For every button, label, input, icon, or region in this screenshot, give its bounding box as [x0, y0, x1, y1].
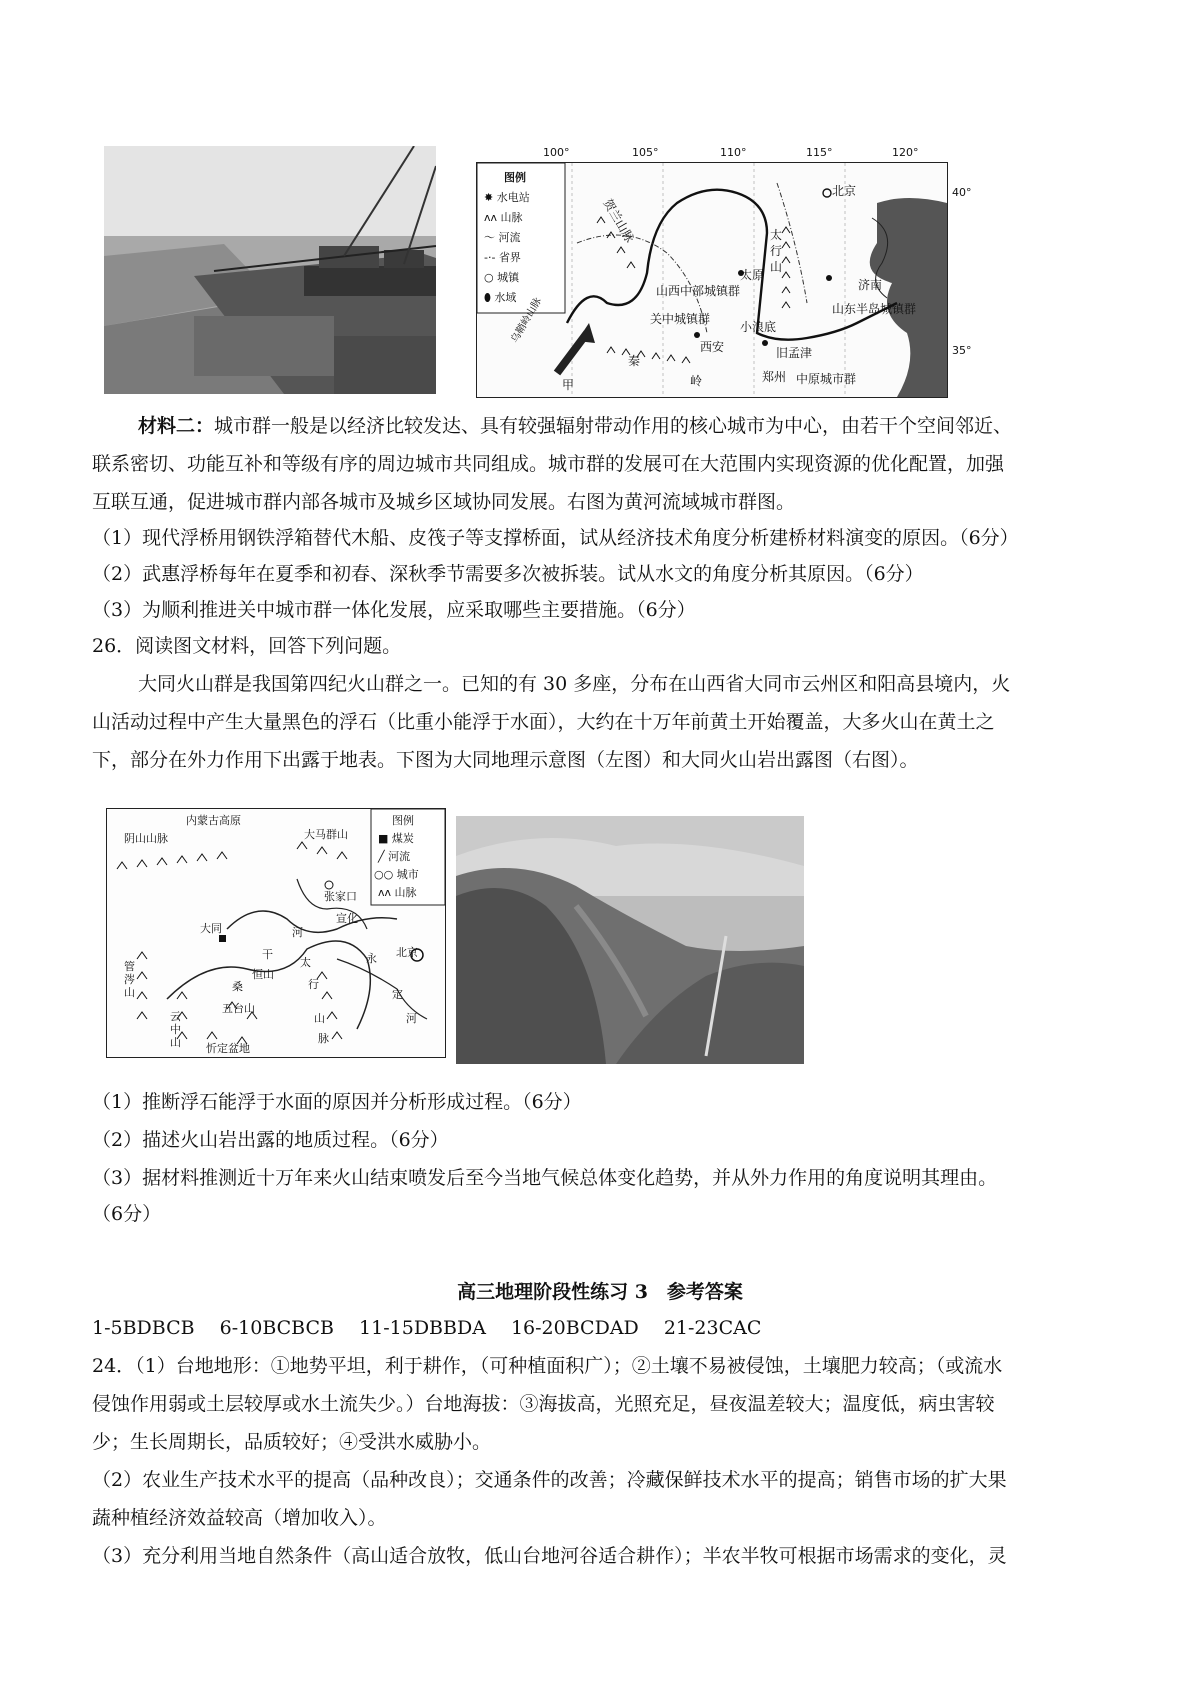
datong-zhangjiakou: 张家口 [324, 890, 357, 903]
material2-label: 材料二： [138, 415, 215, 437]
photo-volcanic-rock-outcrop-icon [456, 816, 804, 1064]
photo-pontoon-bridge-icon [104, 146, 436, 394]
answer24-line-2: 侵蚀作用弱或土层较厚或水土流失少。）台地海拔：③海拔高，光照充足，昼夜温差较大；温度低，病虫害较 [92, 1393, 995, 1415]
city-icon: ○○ [374, 868, 397, 881]
datong-datong: 大同 [200, 922, 222, 935]
datong-hang: 行 [308, 978, 319, 991]
map1-legend-title: 图例 [504, 171, 526, 184]
datong-beijing: 北京 [396, 946, 418, 959]
map1-qinling: 岭 [690, 374, 703, 388]
map1-legend-water: ⬮ 水域 [484, 291, 517, 304]
map1-helan: 贺兰山脉 [600, 196, 637, 246]
coal-icon: ■ [378, 832, 392, 845]
datong-yong: 永 [366, 952, 377, 965]
q25-2: （2）武惠浮桥每年在夏季和初春、深秋季节需要多次被拆装。试从水文的角度分析其原因。（6分） [92, 563, 924, 585]
answer24-line-6: （3）充分利用当地自然条件（高山适合放牧，低山台地河谷适合耕作）；半农半牧可根据市场需求的变化，灵 [92, 1545, 1007, 1567]
map1-legend-town: ○ 城镇 [484, 271, 520, 284]
map1-zhongyuan: 中原城市群 [796, 372, 857, 386]
answer24-line-4: （2）农业生产技术水平的提高（品种改良）；交通条件的改善；冷藏保鲜技术水平的提高；销售市场的扩大果 [92, 1469, 1007, 1491]
q26-sub-2: （2）描述火山岩出露的地质过程。（6分） [92, 1129, 449, 1151]
map1-lon-115: 115° [806, 146, 833, 159]
datong-legend-title: 图例 [392, 814, 414, 827]
material2-line-1: 材料二：城市群一般是以经济比较发达、具有较强辐射带动作用的核心城市为中心，由若干个空间邻近、 [138, 415, 1013, 437]
q26-line-1: 大同火山群是我国第四纪火山群之一。已知的有 30 多座，分布在山西省大同市云州区和阳高县境内，火 [138, 673, 1011, 695]
datong-xinding: 忻定盆地 [206, 1042, 250, 1055]
map1-xian: 西安 [700, 340, 725, 354]
datong-hengshan: 恒山 [252, 968, 274, 981]
map1-lon-110: 110° [720, 146, 747, 159]
material2-line-3: 互联互通，促进城市群内部各城市及城乡区域协同发展。右图为黄河流域城市群图。 [92, 491, 796, 513]
map1-lon-120: 120° [892, 146, 919, 159]
hydropower-icon: ✸ [484, 191, 497, 204]
datong-legend-coal: ■ 煤炭 [378, 832, 414, 845]
datong-xuanhua: 宣化 [336, 912, 358, 925]
map1-shanxi-group: 山西中部城镇群 [656, 284, 741, 298]
datong-ding: 定 [392, 988, 403, 1001]
q25-1: （1）现代浮桥用钢铁浮箱替代木船、皮筏子等支撑桥面，试从经济技术角度分析建桥材料演变的原因。（6分） [92, 527, 1019, 549]
answer24-line-5: 蔬种植经济效益较高（增加收入）。 [92, 1507, 387, 1529]
map1-jinan: 济南 [858, 278, 883, 292]
map1-zhengzhou: 郑州 [762, 370, 787, 384]
q26-sub-3-score: （6分） [92, 1203, 162, 1225]
datong-legend-mountain: ᴧᴧ 山脉 [378, 886, 417, 899]
answers-mc: 1-5BDBCB 6-10BCBCB 11-15DBBDA 16-20BCDAD 21-23CAC [92, 1317, 762, 1339]
map1-taiyuan: 太原 [740, 268, 765, 282]
q26-line-2: 山活动过程中产生大量黑色的浮石（比重小能浮于水面），大约在十万年前黄土开始覆盖，大多火山在黄土之 [92, 711, 995, 733]
border-icon: -·- [484, 251, 499, 264]
map1-jiumengjin: 旧孟津 [776, 346, 813, 360]
map1-legend-border: -·- 省界 [484, 251, 521, 264]
map1-shandong: 山东半岛城镇群 [832, 302, 917, 316]
q26-sub-3: （3）据材料推测近十万年来火山结束喷发后至今当地气候总体变化趋势，并从外力作用的角度说明其理由。 [92, 1167, 998, 1189]
q25-3: （3）为顺利推进关中城市群一体化发展，应采取哪些主要措施。（6分） [92, 599, 696, 621]
datong-gan: 干 [262, 948, 273, 961]
answer24-line-3: 少；生长周期长，品质较好；④受洪水威胁小。 [92, 1431, 492, 1453]
datong-he-2: 河 [406, 1012, 417, 1025]
datong-neimenggu: 内蒙古高原 [186, 814, 241, 827]
datong-yinshan: 阴山山脉 [124, 832, 168, 845]
map1-lat-40: 40° [952, 186, 972, 199]
datong-mai: 脉 [318, 1032, 329, 1045]
mountain-icon: ᴧᴧ [484, 211, 501, 224]
datong-he: 河 [292, 926, 303, 939]
map1-jia: 甲 [562, 378, 575, 392]
map1-wuling: 乌鞘岭山脉 [509, 296, 544, 345]
datong-legend-river: ╱ 河流 [378, 850, 411, 863]
datong-sang: 桑 [232, 980, 243, 993]
pontoon-bridge-photo [104, 146, 436, 394]
q26-line-3: 下，部分在外力作用下出露于地表。下图为大同地理示意图（左图）和大同火山岩出露图（右图）。 [92, 749, 919, 771]
volcanic-rock-outcrop-photo [456, 816, 804, 1064]
map1-guanzhong: 关中城镇群 [650, 312, 711, 326]
datong-map-svg [107, 809, 445, 1057]
datong-yunzhongshan: 云中山 [170, 1010, 181, 1049]
river-icon: ╱ [378, 850, 389, 863]
datong-legend-city: ○○ 城市 [374, 868, 419, 881]
datong-wutaishan: 五台山 [222, 1002, 255, 1015]
map1-legend-hydro: ✸ 水电站 [484, 191, 530, 204]
map1-legend-river: 〜 河流 [484, 231, 521, 244]
datong-shan: 山 [314, 1012, 325, 1025]
q26-title: 26．阅读图文材料，回答下列问题。 [92, 635, 402, 657]
map1-legend-list [484, 168, 564, 308]
datong-guanshan: 管涔山 [124, 960, 135, 999]
map1-taihang-2: 行 [770, 244, 783, 258]
answers-title: 高三地理阶段性练习 3 参考答案 [457, 1281, 743, 1303]
answer24-line-1: 24．（1）台地地形：①地势平坦，利于耕作，（可种植面积广）；②土壤不易被侵蚀，土壤肥力较高；（或流水 [92, 1355, 1003, 1377]
map1-lat-35: 35° [952, 344, 972, 357]
map1-taihang-3: 山 [770, 260, 783, 274]
map1-taihang-1: 太 [770, 228, 783, 242]
map1-lon-100: 100° [543, 146, 570, 159]
river-icon: 〜 [484, 231, 499, 244]
datong-tai: 太 [300, 956, 311, 969]
q26-sub-1: （1）推断浮石能浮于水面的原因并分析形成过程。（6分） [92, 1091, 582, 1113]
datong-damashan: 大马群山 [304, 828, 348, 841]
map1-beijing: 北京 [832, 184, 857, 198]
material2-line-2: 联系密切、功能互补和等级有序的周边城市共同组成。城市群的发展可在大范围内实现资源的优化配置，加强 [92, 453, 1005, 475]
map1-qin: 秦 [628, 354, 641, 368]
town-icon: ○ [484, 271, 498, 284]
map1-legend-mountain: ᴧᴧ 山脉 [484, 211, 523, 224]
water-icon: ⬮ [484, 291, 495, 304]
map1-xiaolangdi: 小浪底 [740, 320, 777, 334]
mountain-icon: ᴧᴧ [378, 886, 395, 899]
map1-lon-105: 105° [632, 146, 659, 159]
